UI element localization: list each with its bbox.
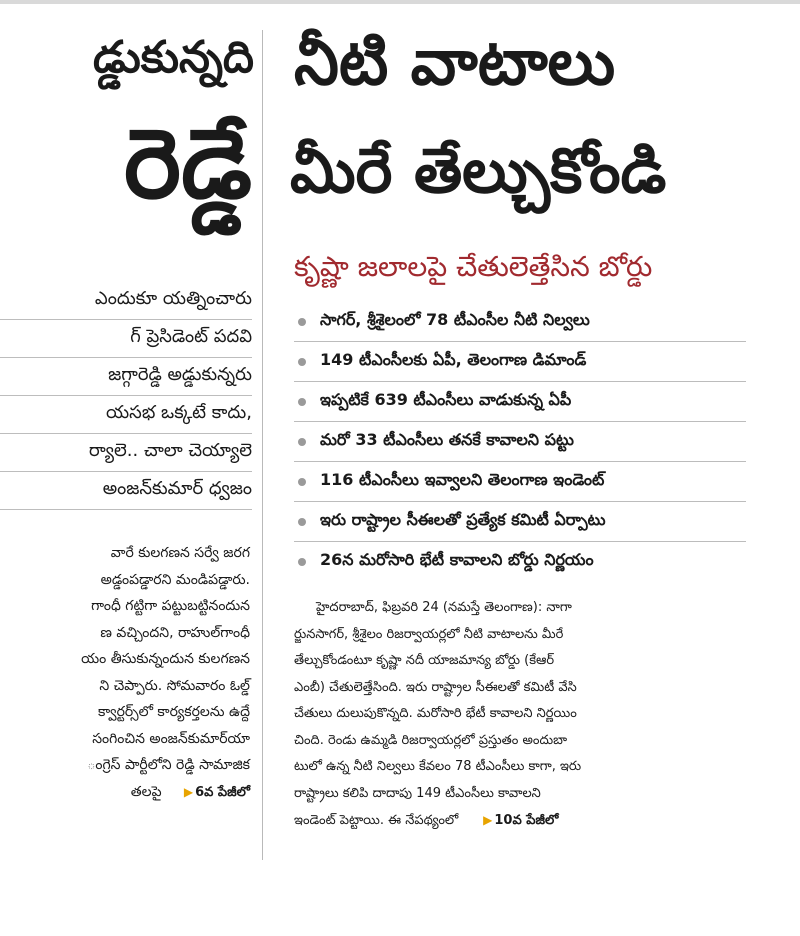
left-deck-line: ర్యాలె.. చాలా చెయ్యాలె (0, 434, 252, 472)
right-body-line: ర్జునసాగర్, శ్రీశైలం రిజర్వాయర్లలో నీటి వాటాలను మీరే (294, 626, 564, 642)
right-body-text (294, 595, 742, 835)
left-deck-line: ఎందుకూ యత్నించారు (0, 282, 252, 320)
bullet-text: 116 టీఎంసీలు ఇవ్వాలని తెలంగాణ ఇండెంట్ (320, 470, 605, 489)
left-body-line: యం తీసుకున్నందున కులగణన (81, 651, 250, 667)
right-body-line: చింది. రెండు ఉమ్మడి రిజర్వాయర్లలో ప్రస్తుతం అందుబా (294, 732, 568, 748)
left-body-line: ంగ్రెస్ పార్టీలోని రెడ్డి సామాజిక (87, 757, 250, 773)
right-headline-line2: మీరే తేల్చుకోండి (290, 134, 667, 207)
left-jump-link[interactable] (184, 785, 250, 800)
left-body-line: క్వార్టర్స్‌లో కార్యకర్తలను ఉద్దే (98, 704, 250, 720)
left-deck-line: యసభ ఒక్కటే కాదు, (0, 396, 252, 434)
left-jump-label: 6వ పేజీలో (195, 784, 250, 800)
bullet-dot-icon (298, 438, 306, 446)
bullet-dot-icon (298, 398, 306, 406)
bullet-item (294, 422, 746, 462)
bullet-dot-icon (298, 518, 306, 526)
bullet-item (294, 462, 746, 502)
left-deck-line: అంజన్‌కుమార్ ధ్వజం (0, 472, 252, 510)
right-body-last-text: ఇండెంట్ పెట్టాయి. ఈ నేపథ్యంలో (294, 813, 459, 828)
bullet-text: 149 టీఎంసీలకు ఏపీ, తెలంగాణ డిమాండ్ (320, 350, 587, 369)
bullet-text: 26న మరోసారి భేటీ కావాలని బోర్డు నిర్ణయం (320, 550, 594, 569)
left-body-line: సంగించిన అంజన్‌కుమార్‌యా (92, 730, 250, 747)
bullet-item (294, 342, 746, 382)
bullet-dot-icon (298, 558, 306, 566)
bullet-list (294, 302, 746, 581)
bullet-text: సాగర్, శ్రీశైలంలో 78 టీఎంసీల నీటి నిల్వలు (320, 310, 590, 329)
right-body-line: హైదరాబాద్, ఫిబ్రవరి 24 (నమస్తే తెలంగాణ): నాగా (316, 600, 572, 615)
bullet-item (294, 302, 746, 342)
left-body-text (0, 540, 250, 806)
right-body-line: తేల్చుకోండంటూ కృష్ణా నదీ యాజమాన్య బోర్డు (కేఆర్ (294, 653, 555, 668)
left-deck-line: జగ్గారెడ్డి అడ్డుకున్నరు (0, 358, 252, 396)
left-article (0, 0, 256, 870)
right-article (282, 0, 752, 870)
right-body-line: టులో ఉన్న నీటి నిల్వలు కేవలం 78 టీఎంసీలు కాగా, ఇరు (294, 759, 582, 774)
right-body-line: ఎంబీ) చేతులెత్తేసింది. ఇరు రాష్ట్రాల సీఈలతో కమిటీ వేసి (294, 679, 577, 695)
bullet-dot-icon (298, 318, 306, 326)
right-headline-line1: నీటి వాటాలు (294, 26, 616, 100)
bullet-text: ఇప్పటికే 639 టీఎంసీలు వాడుకున్న ఏపీ (320, 390, 572, 409)
left-body-line: ని చెప్పారు. సోమవారం ఓల్డ్ (99, 677, 250, 694)
right-jump-link[interactable] (483, 813, 558, 828)
jump-arrow-icon: ▶ (483, 813, 493, 827)
jump-arrow-icon: ▶ (183, 784, 194, 799)
right-jump-label: 10వ పేజీలో (494, 813, 559, 828)
left-body-line: గాంధీ గట్టిగా పట్టుబట్టినందున (91, 598, 250, 614)
bullet-text: మరో 33 టీఎంసీలు తనకే కావాలని పట్టు (320, 430, 574, 449)
right-body-line: చేతులు దులుపుకొన్నది. మరోసారి భేటీ కావాలని నిర్ణయిం (294, 706, 577, 721)
left-body-line: అడ్డంపడ్డారని మండిపడ్డారు. (100, 571, 250, 588)
left-deck-line: గ్ ప్రెసిడెంట్ పదవి (0, 320, 252, 358)
right-subheadline: కృష్ణా జలాలపై చేతులెత్తేసిన బోర్డు (294, 250, 653, 283)
right-body-last-line (294, 807, 742, 835)
bullet-dot-icon (298, 478, 306, 486)
bullet-item (294, 542, 746, 581)
left-body-line: వారే కులగణన సర్వే జరగ (110, 545, 250, 561)
left-decks (0, 282, 252, 510)
column-divider (262, 30, 263, 860)
left-headline-line1: డ్డుకున్నది (93, 32, 254, 83)
bullet-item (294, 502, 746, 542)
bullet-item (294, 382, 746, 422)
left-body-line: ణ వచ్చిందని, రాహుల్‌గాంధీ (100, 624, 250, 641)
right-body-line: రాష్ట్రాలు కలిపి దాదాపు 149 టీఎంసీలు కావాలని (294, 785, 541, 801)
left-body-last-text: తలపై (130, 783, 162, 800)
bullet-dot-icon (298, 358, 306, 366)
left-headline-line2: రెడ్డే (124, 108, 252, 220)
bullet-text: ఇరు రాష్ట్రాల సీఈలతో ప్రత్యేక కమిటీ ఏర్పాటు (320, 510, 606, 529)
left-body-last-line (0, 779, 250, 807)
